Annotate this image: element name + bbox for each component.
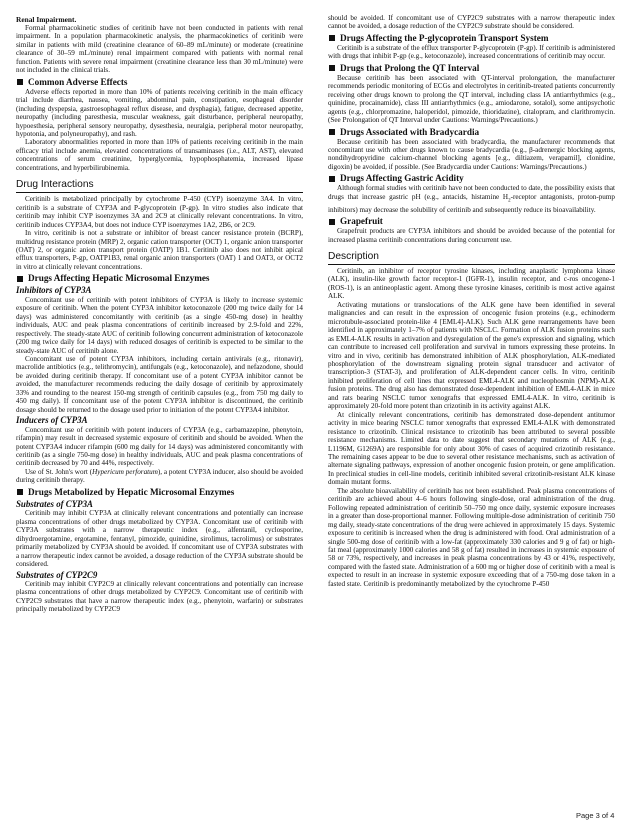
right-column bbox=[328, 14, 615, 588]
square-bullet-icon bbox=[329, 129, 335, 135]
substrates-cyp3a-paragraph: Ceritinib may inhibit CYP3A at clinically relevant concentrations and potentially can increase plasma concentrations of other drugs metabolized by CYP3A. Concomitant use of ceritinib with CYP3A substrates with a narrow therapeutic index (e.g., alfentanil, cyclosporine, dihydroergotamine, ergotamine, fentanyl, pimozide, quinidine, sirolimus, tacrolimus) or substrates primarily metabolized by CYP3A should be avoided. If concomitant use of CYP3A substrates with a narrow therapeutic index cannot be avoided, a dosage reduction of the CYP3A substrate should be considered. bbox=[16, 509, 303, 569]
inducers-paragraph-1: Concomitant use of ceritinib with potent inducers of CYP3A (e.g., carbamazepine, phenytoin, rifampin) may result in decreased systemic exposure of ceritinib and should be avoided. When the potent CYP3A4 inducer rifampin (600 mg daily for 14 days) was administered concomitantly with ceritinib (as a single 750-mg dose) in healthy individuals, AUC and peak plasma concentrations of ceritinib decreased by 70 and 44%, respectively. bbox=[16, 425, 303, 468]
drug-interactions-heading: Drug Interactions bbox=[16, 178, 303, 193]
inducers-paragraph-2: Use of St. John's wort (Hypericum perforatum), a potent CYP3A inducer, also should be avoided during ceritinib therapy. bbox=[16, 467, 303, 485]
grapefruit-heading: Grapefruit bbox=[328, 216, 615, 227]
drug-interactions-paragraph-1: Ceritinib is metabolized principally by cytochrome P-450 (CYP) isoenzyme 3A4. In vitro, ceritinib is a substrate of CYP3A and P-glycoprotein (P-gp). In vitro studies also indicate that ceritinib may inhibit CYP isoenzymes 3A and 2C9 at clinically relevant concentrations. In vitro, ceritinib induces CYP3A4, but does not induce CYP isoenzymes 1A2, 2B6, or 2C9. bbox=[16, 195, 303, 229]
bradycardia-paragraph: Because ceritinib has been associated with bradycardia, the manufacturer recommends that concomitant use with other drugs known to cause bradycardia (e.g., β-adrenergic blocking agents, nondihydropyridine calcium-channel blocking agents [e.g., diltiazem, verapamil], clonidine, digoxin) be avoided, if possible. (See Bradycardia under Cautions: Warnings/Precautions.) bbox=[328, 137, 615, 171]
left-column bbox=[16, 14, 303, 614]
substrates-cyp2c9-heading: Substrates of CYP2C9 bbox=[16, 569, 98, 580]
substrates-cyp2c9-paragraph: Ceritinib may inhibit CYP2C9 at clinically relevant concentrations and potentially can increase plasma concentrations of other drugs metabolized by CYP2C9. Concomitant use of ceritinib with CYP2C9 substrates that have a narrow therapeutic index (e.g., phenytoin, warfarin) or substrates principally metabolized by CYP2C9 bbox=[16, 580, 303, 614]
common-adverse-effects-heading: Common Adverse Effects bbox=[16, 77, 303, 88]
square-bullet-icon bbox=[329, 176, 335, 182]
inhibitors-paragraph-2: Concomitant use of potent CYP3A inhibitors, including certain antivirals (e.g., ritonavir), macrolide antibiotics (e.g., telithromycin), antifungals (e.g., ketoconazole), and nefazodone, should be avoided during ceritinib therapy. If concomitant use of a potent CYP3A inhibitor cannot be avoided, the manufacturer recommends reducing the daily dosage of ceritinib by approximately 33% and rounding to the nearest 150-mg strength of ceritinib capsules (e.g., from 750 mg daily to 450 mg daily). If concomitant use of the potent CYP3A inhibitor is discontinued, the ceritinib dosage should be returned to the dosage used prior to initiation of the potent CYP3A4 inhibitor. bbox=[16, 355, 303, 414]
gastric-acidity-paragraph: Although formal studies with ceritinib have not been conducted to date, the possibility exists that drugs that increase gastric pH (e.g., antacids, histamine $H_2$-receptor antagonists, proton-pump inhibitors) may decrease the solubility of ceritinib and subsequently reduce its bioavailability. bbox=[328, 184, 615, 214]
square-bullet-icon bbox=[17, 489, 23, 495]
description-paragraph-1: Ceritinib, an inhibitor of receptor tyrosine kinases, including anaplastic lymphoma kinase (ALK), insulin-like growth factor receptor-1 (IGFR-1), insulin receptor, and c-ros oncogene-1 (ROS-1), is an antineoplastic agent. Among these tyrosine kinases, ceritinib is most active against ALK. bbox=[328, 267, 615, 301]
adverse-effects-paragraph: Adverse effects reported in more than 10% of patients receiving ceritinib in the main efficacy trial include diarrhea, nausea, vomiting, abdominal pain, constipation, esophageal disorder (including dyspepsia, gastroesophageal reflux disease, and dysphagia), fatigue, decreased appetite, neuropathy (including paresthesia, muscular weakness, gait disturbance, peripheral neuropathy, hypoesthesia, peripheral sensory neuropathy, dysesthesia, neuralgia, peripheral motor neuropathy, hypotonia, and polyneuropathy), and rash. bbox=[16, 87, 303, 138]
square-bullet-icon bbox=[17, 79, 23, 85]
lab-abnormalities-paragraph: Laboratory abnormalities reported in more than 10% of patients receiving ceritinib in the main efficacy trial include anemia, elevated concentrations of transaminases (i.e., ALT, AST), elevated concentrations of serum creatinine, hyperglycemia, hypophosphatemia, increased lipase concentrations, and hyperbilirubinemia. bbox=[16, 138, 303, 172]
inducers-cyp3a-heading: Inducers of CYP3A bbox=[16, 415, 88, 426]
renal-impairment-heading: Renal Impairment. bbox=[16, 15, 77, 24]
pgp-heading: Drugs Affecting the P-glycoprotein Transport System bbox=[328, 33, 615, 44]
bradycardia-heading: Drugs Associated with Bradycardia bbox=[328, 127, 615, 138]
square-bullet-icon bbox=[329, 219, 335, 225]
description-paragraph-2: Activating mutations or translocations of the ALK gene have been identified in several malignancies and can result in the expression of oncogenic fusion proteins (e.g., echinoderm microtubule-associated protein-like 4 [EML4]-ALK). Such ALK gene rearrangements have been identified in approximately 1–7% of patients with NSCLC. Formation of ALK fusion proteins such as EML4-ALK results in activation and dysregulation of the gene's expression and signaling, which can contribute to increased cell proliferation and survival in tumors expressing these proteins. In vitro and in vivo, ceritinib has demonstrated inhibition of ALK phosphorylation, ALK-mediated phosphorylation of the downstream signaling protein signal transducer and activator of transcription-3 (STAT-3), and proliferation of ALK-dependent cancer cells. In vitro, ceritinib inhibited proliferation of cell lines that expressed EML4-ALK and nucleophosmin (NPM)-ALK fusion proteins. The drug also has demonstrated dose-dependent inhibition of EML4-ALK in mice and rats bearing NSCLC tumor xenografts that expressed EML4-ALK. In vitro, ceritinib is approximately 20-fold more potent than crizotinib in its activity against ALK. bbox=[328, 300, 615, 411]
substrates-cyp3a-heading: Substrates of CYP3A bbox=[16, 498, 93, 509]
description-heading: Description bbox=[328, 250, 615, 265]
page-number: Page 3 of 4 bbox=[576, 811, 615, 820]
drug-interactions-paragraph-2: In vitro, ceritinib is not a substrate or inhibitor of breast cancer resistance protein (BCRP), multidrug resistance protein (MRP) 2, organic cation transporter (OCT) 1, organic anion transporter (OAT) 2, or organic anion transport protein (OATP) 1B1. Ceritinib also does not inhibit apical efflux transporters, P-gp, OATP1B3, renal organic anion transporters (OAT) 1 and OAT3, or OCT2 in vitro at clinically relevant concentrations. bbox=[16, 229, 303, 271]
renal-paragraph: Formal pharmacokinetic studies of ceritinib have not been conducted in patients with renal impairment. In a population pharmacokinetic analysis, the pharmacokinetics of ceritinib were similar in patients with mild (creatinine clearance of 60–89 mL/minute) or moderate (creatinine clearance of 30–59 mL/minute) renal impairment compared with patients with normal renal function. Patients with severe renal impairment (creatinine clearance less than 30 mL/minute) were not included in the clinical trials. bbox=[16, 24, 303, 75]
inhibitors-cyp3a-heading: Inhibitors of CYP3A bbox=[16, 285, 92, 296]
qt-paragraph: Because ceritinib has been associated with QT-interval prolongation, the manufacturer recommends periodic monitoring of ECGs and electrolytes in ceritinib-treated patients concurrently receiving other drugs known to prolong the QT interval, including class IA antiarrhythmics (e.g., quinidine, procainamide), class III antiarrhythmics (e.g., amiodarone, sotalol), some antipsychotic agents (e.g., chlorpromazine, haloperidol, pimozide, thioridazine), citalopram, and clarithromycin. (See Prolongation of QT Interval under Cautions: Warnings/Precautions.) bbox=[328, 73, 615, 125]
hepatic-enzymes-heading: Drugs Affecting Hepatic Microsomal Enzymes bbox=[16, 273, 303, 284]
square-bullet-icon bbox=[17, 276, 23, 282]
continued-paragraph: should be avoided. If concomitant use of CYP2C9 substrates with a narrow therapeutic index cannot be avoided, a dosage reduction of the CYP2C9 substrate should be considered. bbox=[328, 14, 615, 31]
grapefruit-paragraph: Grapefruit products are CYP3A inhibitors and should be avoided because of the potential for increased plasma ceritinib concentrations during concurrent use. bbox=[328, 227, 615, 244]
inhibitors-paragraph-1: Concomitant use of ceritinib with potent inhibitors of CYP3A is likely to increase systemic exposure of ceritinib. When the potent CYP3A inhibitor ketoconazole (200 mg twice daily for 14 days) was administered concomitantly with ceritinib (as a single 450-mg dose) in healthy individuals, AUC and peak plasma concentrations of ceritinib increased by 2.9-fold and 22%, respectively. The steady-state AUC of ceritinib following concurrent administration of ketoconazole (200 mg twice daily for 14 days) with reduced dosages of ceritinib is expected to be similar to the steady-state AUC of ceritinib alone. bbox=[16, 295, 303, 355]
square-bullet-icon bbox=[329, 65, 335, 71]
metabolized-drugs-heading: Drugs Metabolized by Hepatic Microsomal Enzymes bbox=[16, 487, 303, 498]
gastric-acidity-heading: Drugs Affecting Gastric Acidity bbox=[328, 173, 615, 184]
pgp-paragraph: Ceritinib is a substrate of the efflux transporter P-glycoprotein (P-gp). If ceritinib is administered with drugs that inhibit P-gp (e.g., ketoconazole), increased concentrations of ceritinib may occur. bbox=[328, 43, 615, 61]
qt-interval-heading: Drugs that Prolong the QT Interval bbox=[328, 63, 615, 74]
description-paragraph-4: The absolute bioavailability of ceritinib has not been established. Peak plasma concentrations of ceritinib are achieved about 4–6 hours following single-dose, oral administration of the drug. Following repeated administration of ceritinib 50–750 mg once daily, systemic exposure increases in a greater than dose-proportional manner. Following multiple-dose administration of ceritinib 750 mg daily, steady-state concentrations of the drug were achieved in approximately 15 days. Systemic exposure to ceritinib is increased when the drug is administered with food. Oral administration of a single 500-mg dose of ceritinib with a low-fat (approximately 330 calories and 9 g of fat) or high-fat meal (approximately 1000 calories and 58 g of fat) resulted in increases in systemic exposure of 58 or 73%, respectively, and increases in peak plasma concentrations by 43 or 41%, respectively, compared with the fasted state. Administration of a 600 mg or higher dose of ceritinib with a meal is expected to result in an increase in systemic exposure exceeding that of a 750-mg dose taken in a fasted state. Ceritinib is predominantly metabolized by the cytochrome P-450 bbox=[328, 486, 615, 588]
square-bullet-icon bbox=[329, 35, 335, 41]
description-paragraph-3: At clinically relevant concentrations, ceritinib has demonstrated dose-dependent antitumor activity in mice bearing NSCLC tumor xenografts that expressed EML4-ALK with demonstrated resistance to crizotinib. Clinical resistance to crizotinib has been attributed to several possible resistance mechanisms. Limited data to date suggest that secondary mutations of ALK (e.g., L1196M, G1269A) are responsible for only about 30% of cases of acquired crizotinib resistance. The remaining cases appear to be due to several other resistance mechanisms, such as activation of alternate signaling pathways, expression of another oncogenic fusion protein, or gene amplification. In preclinical studies in cell-line models, ceritinib inhibited several crizotinib-resistant ALK kinase domain mutant forms. bbox=[328, 410, 615, 487]
